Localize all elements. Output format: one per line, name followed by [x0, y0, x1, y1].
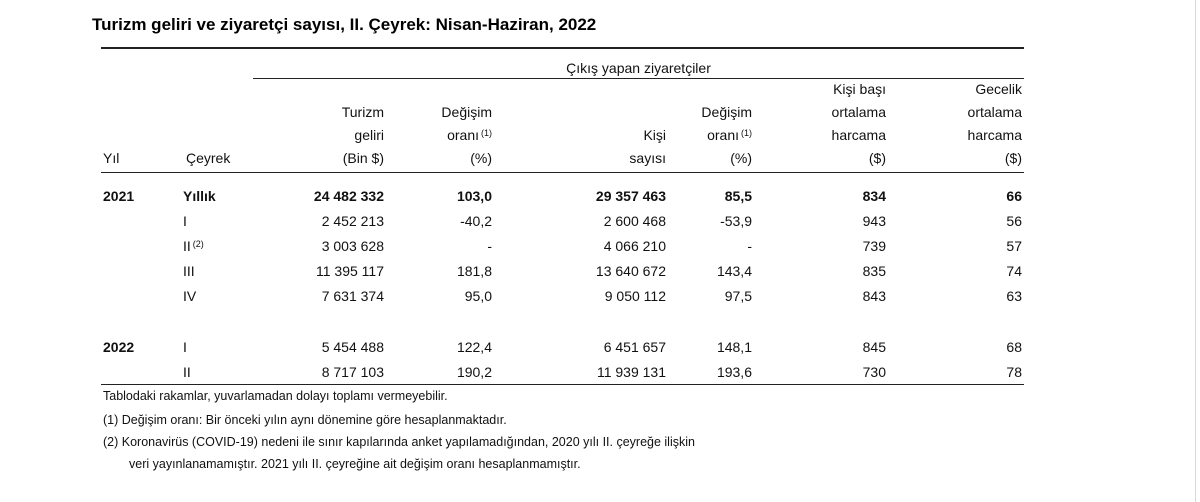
cell-revenue: 24 482 332	[313, 188, 384, 204]
note-2: (2) Koronavirüs (COVID-19) nedeni ile sınır kapılarında anket yapılamadığından, 2020 yılı II. çeyreğe ilişkin	[103, 435, 695, 449]
note-1: (1) Değişim oranı: Bir önceki yılın aynı dönemine göre hesaplanmaktadır.	[103, 413, 507, 427]
cell-per-night: 68	[1006, 339, 1022, 355]
cell-visitors-change: 85,5	[724, 188, 752, 204]
top-rule	[101, 47, 1024, 49]
cell-per-night: 56	[1006, 213, 1022, 229]
cell-quarter: II	[183, 364, 191, 380]
cell-revenue-change: 122,4	[456, 339, 492, 355]
footnote-marker: (2)	[192, 239, 204, 249]
cell-per-capita: 845	[862, 339, 886, 355]
header-visitors-change: Değişim oranı $^{(1)}$ (%)	[701, 104, 752, 166]
note-2-cont: veri yayınlanamamıştır. 2021 yılı II. çeyreğine ait değişim oranı hesaplanmamıştır.	[129, 457, 581, 471]
cell-visitors-change: -	[747, 238, 752, 254]
cell-per-capita: 943	[862, 213, 886, 229]
header-year: Yıl	[103, 150, 120, 166]
cell-revenue-change: 181,8	[456, 263, 492, 279]
cell-visitors: 6 451 657	[603, 339, 666, 355]
cell-revenue: 8 717 103	[321, 364, 384, 380]
header-per-night: Gecelik ortalama harcama ($)	[967, 81, 1022, 166]
header-visitors: Kişi sayısı	[629, 127, 666, 166]
cell-visitors-change: 148,1	[716, 339, 752, 355]
group-rule	[253, 78, 1024, 79]
cell-revenue-change: -	[487, 238, 492, 254]
cell-per-capita: 834	[862, 188, 886, 204]
cell-visitors-change: 143,4	[716, 263, 752, 279]
cell-revenue: 3 003 628	[321, 238, 384, 254]
cell-visitors: 2 600 468	[603, 213, 666, 229]
cell-revenue: 5 454 488	[321, 339, 384, 355]
cell-per-night: 66	[1006, 188, 1022, 204]
note-rounding: Tablodaki rakamlar, yuvarlamadan dolayı toplamı vermeyebilir.	[103, 389, 448, 403]
cell-per-night: 63	[1006, 288, 1022, 304]
cell-revenue: 7 631 374	[321, 288, 384, 304]
cell-per-night: 74	[1006, 263, 1022, 279]
cell-revenue-change: 190,2	[456, 364, 492, 380]
cell-quarter: Yıllık	[183, 188, 216, 204]
header-revenue: Turizm geliri (Bin $)	[341, 104, 384, 166]
cell-visitors: 13 640 672	[595, 263, 666, 279]
cell-per-capita: 835	[862, 263, 886, 279]
cell-revenue-change: 103,0	[456, 188, 492, 204]
cell-visitors: 4 066 210	[603, 238, 666, 254]
cell-per-capita: 730	[862, 364, 886, 380]
cell-visitors: 9 050 112	[604, 288, 666, 304]
page-edge	[1195, 0, 1196, 502]
cell-quarter: IV	[183, 288, 197, 304]
cell-visitors-change: 97,5	[724, 288, 752, 304]
cell-quarter: III	[183, 263, 195, 279]
cell-quarter: I	[183, 339, 187, 355]
cell-per-night: 57	[1006, 238, 1022, 254]
cell-quarter: II $^{(2)}$	[183, 238, 204, 254]
cell-revenue: 2 452 213	[321, 213, 384, 229]
bottom-rule	[101, 384, 1024, 385]
cell-visitors: 11 939 131	[596, 364, 666, 380]
header-per-capita: Kişi başı ortalama harcama ($)	[831, 81, 886, 166]
header-rule	[101, 172, 1024, 173]
cell-year: 2021	[103, 188, 135, 204]
cell-visitors-change: 193,6	[716, 364, 752, 380]
cell-quarter: I	[183, 213, 187, 229]
cell-per-capita: 843	[862, 288, 886, 304]
header-revenue-change: Değişim oranı $^{(1)}$ (%)	[441, 104, 492, 166]
cell-visitors: 29 357 463	[595, 188, 666, 204]
group-header: Çıkış yapan ziyaretçiler	[566, 60, 711, 76]
cell-revenue-change: 95,0	[464, 288, 492, 304]
cell-per-night: 78	[1006, 364, 1022, 380]
cell-revenue: 11 395 117	[316, 263, 384, 279]
header-quarter: Çeyrek	[186, 150, 231, 166]
cell-year: 2022	[103, 339, 135, 355]
table-title: Turizm geliri ve ziyaretçi sayısı, II. Çeyrek: Nisan-Haziran, 2022	[92, 15, 597, 34]
cell-revenue-change: -40,2	[460, 213, 492, 229]
cell-per-capita: 739	[862, 238, 886, 254]
cell-visitors-change: -53,9	[720, 213, 752, 229]
